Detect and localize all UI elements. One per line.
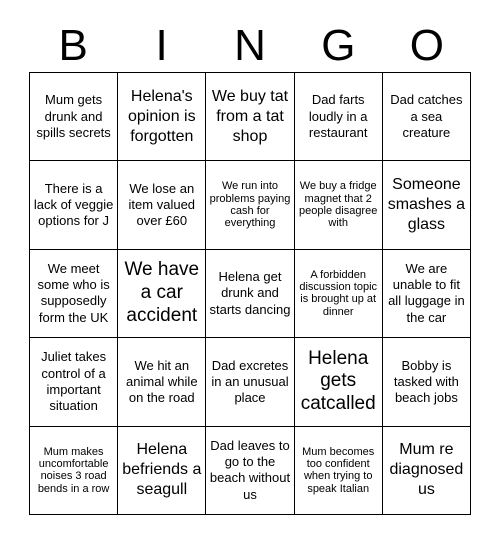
bingo-cell-r2-c2[interactable]: We lose an item valued over £60 (118, 161, 206, 249)
bingo-cell-r3-c5[interactable]: We are unable to fit all luggage in the car (383, 250, 471, 338)
header-letter-n: N (234, 21, 266, 70)
bingo-cell-r1-c5[interactable]: Dad catches a sea creature (383, 73, 471, 161)
bingo-header (29, 20, 471, 72)
bingo-cell-r3-c3[interactable]: Helena get drunk and starts dancing (206, 250, 294, 338)
header-letter-i: I (155, 21, 168, 70)
bingo-cell-r2-c3[interactable]: We run into problems paying cash for everything (206, 161, 294, 249)
bingo-cell-r1-c1[interactable]: Mum gets drunk and spills secrets (30, 73, 118, 161)
bingo-cell-r3-c2[interactable]: We have a car accident (118, 250, 206, 338)
bingo-cell-r1-c4[interactable]: Dad farts loudly in a restaurant (295, 73, 383, 161)
header-letter-b: B (58, 21, 88, 70)
bingo-cell-r2-c4[interactable]: We buy a fridge magnet that 2 people disagree with (295, 161, 383, 249)
bingo-cell-r5-c3[interactable]: Dad leaves to go to the beach without us (206, 427, 294, 515)
bingo-cell-r2-c5[interactable]: Someone smashes a glass (383, 161, 471, 249)
bingo-cell-r4-c2[interactable]: We hit an animal while on the road (118, 338, 206, 426)
header-letter-g: G (321, 21, 356, 70)
bingo-cell-r2-c1[interactable]: There is a lack of veggie options for J (30, 161, 118, 249)
bingo-cell-r5-c1[interactable]: Mum makes uncomfortable noises 3 road bends in a row (30, 427, 118, 515)
bingo-cell-r3-c1[interactable]: We meet some who is supposedly form the UK (30, 250, 118, 338)
bingo-cell-r4-c4[interactable]: Helena gets catcalled (295, 338, 383, 426)
header-letter-o: O (409, 21, 444, 70)
bingo-cell-r5-c2[interactable]: Helena befriends a seagull (118, 427, 206, 515)
bingo-cell-r3-c4[interactable]: A forbidden discussion topic is brought up at dinner (295, 250, 383, 338)
bingo-cell-r4-c5[interactable]: Bobby is tasked with beach jobs (383, 338, 471, 426)
bingo-cell-r1-c2[interactable]: Helena's opinion is forgotten (118, 73, 206, 161)
bingo-grid (29, 72, 471, 515)
bingo-cell-r5-c5[interactable]: Mum re diagnosed us (383, 427, 471, 515)
bingo-cell-r5-c4[interactable]: Mum becomes too confident when trying to speak Italian (295, 427, 383, 515)
bingo-cell-r4-c1[interactable]: Juliet takes control of a important situation (30, 338, 118, 426)
bingo-cell-r1-c3[interactable]: We buy tat from a tat shop (206, 73, 294, 161)
bingo-cell-r4-c3[interactable]: Dad excretes in an unusual place (206, 338, 294, 426)
